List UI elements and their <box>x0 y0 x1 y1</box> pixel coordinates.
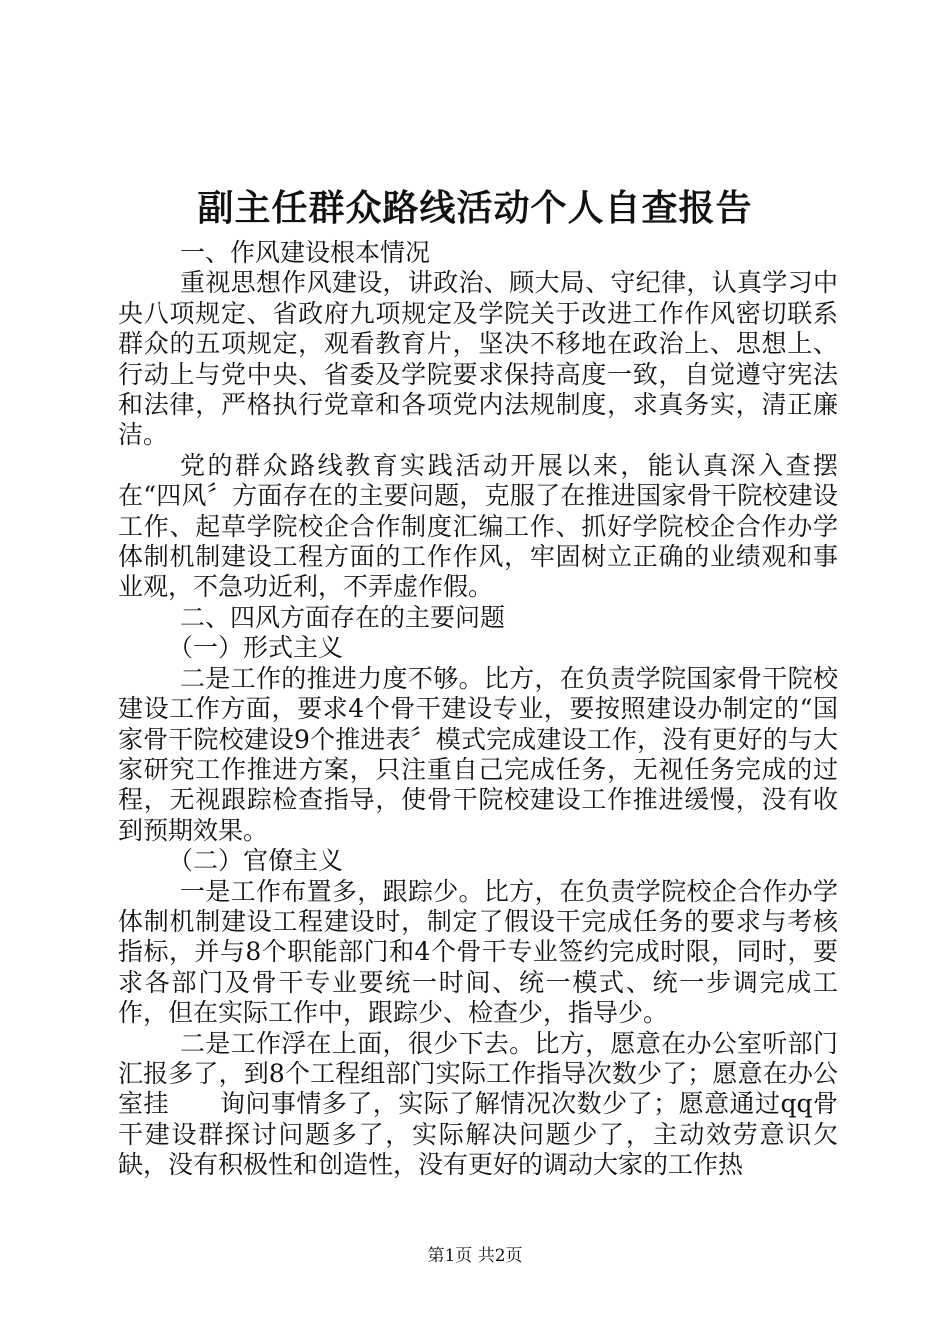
sub-heading: （二）官僚主义 <box>168 846 344 876</box>
paragraph: 二是工作浮在上面，很少下去。比方，愿意在办公室听部门汇报多了，到8个工程组部门实际工作指导次数少了；愿意在办公室挂 询问事情多了，实际了解情况次数少了；愿意通过qq骨干建设群探讨问题多了，实际解决问题少了，主动效劳意识欠缺，没有积极性和创造性，没有更好的调动大家的工作热 <box>118 1028 838 1180</box>
paragraph: 党的群众路线教育实践活动开展以来，能认真深入查摆在“四风〞方面存在的主要问题，克服了在推进国家骨干院校建设工作、起草学院校企合作制度汇编工作、抓好学院校企合作办学体制机制建设工程方面的工作作风，牢固树立正确的业绩观和事业观，不急功近利，不弄虚作假。 <box>118 450 838 602</box>
paragraph: 重视思想作风建设，讲政治、顾大局、守纪律，认真学习中央八项规定、省政府九项规定及学院关于改进工作作风密切联系群众的五项规定，观看教育片，坚决不移地在政治上、思想上、行动上与党中央、省委及学院要求保持高度一致，自觉遵守宪法和法律，严格执行党章和各项党内法规制度，求真务实，清正廉洁。 <box>118 268 838 450</box>
section-heading: 一、作风建设根本情况 <box>180 238 431 267</box>
section-heading: 二、四风方面存在的主要问题 <box>180 602 506 632</box>
paragraph: 二是工作的推进力度不够。比方，在负责学院国家骨干院校建设工作方面，要求4个骨干建设专业，要按照建设办制定的“国家骨干院校建设9个推进表〞模式完成建设工作，没有更好的与大家研究工作推进方案，只注重自己完成任务，无视任务完成的过程，无视跟踪检查指导，使骨干院校建设工作推进缓慢，没有收到预期效果。 <box>118 663 838 845</box>
page-number: 第1页 共2页 <box>427 1246 523 1266</box>
paragraph: 一是工作布置多，跟踪少。比方，在负责学院校企合作办学体制机制建设工程建设时，制定了假设干完成任务的要求与考核指标，并与8个职能部门和4个骨干专业签约完成时限，同时，要求各部门及骨干专业要统一时间、统一模式、统一步调完成工作，但在实际工作中，跟踪少、检查少，指导少。 <box>118 876 838 1028</box>
document-title: 副主任群众路线活动个人自查报告 <box>197 187 753 229</box>
sub-heading: （一）形式主义 <box>168 633 344 663</box>
document-body <box>118 238 838 1181</box>
